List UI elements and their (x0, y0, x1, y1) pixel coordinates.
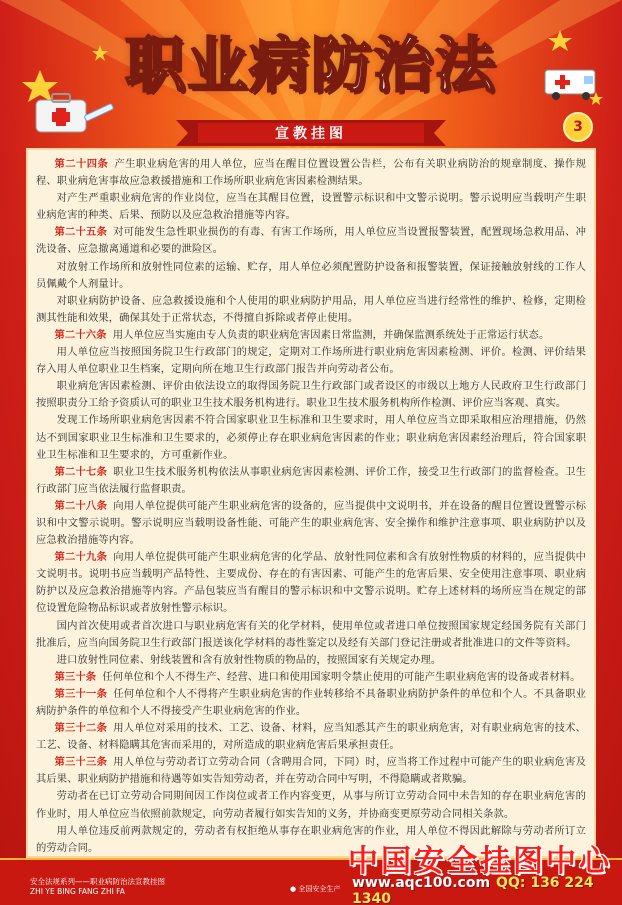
article-text: 产生职业病危害的用人单位，应当在醒目位置设置公告栏，公布有关职业病防治的规章制度、操作规程、职业病危害事故应急救援措施和工作场所职业病危害因素检测结果。 (36, 158, 586, 188)
article-text: 用人单位应当按照国务院卫生行政部门的规定，定期对工作场所进行职业病危害因素检测、评价。检测、评价结果存入用人单位职业卫生档案，定期向所在地卫生行政部门报告并向劳动者公布。 (36, 346, 586, 376)
article-text: 任何单位和个人不得将产生职业病危害的作业转移给不具备职业病防护条件的单位和个人。不具备职业病防护条件的单位和个人不得接受产生职业病危害的作业。 (36, 687, 587, 717)
title-text: 职业病防治法 (125, 31, 497, 101)
article-paragraph (36, 190, 586, 224)
article-paragraph (36, 754, 586, 788)
article-paragraph (36, 327, 586, 344)
article-paragraph (36, 686, 586, 720)
series-caption (30, 877, 165, 897)
article-paragraph (36, 464, 586, 498)
publisher-label: ● 全国安全生产 (290, 885, 341, 893)
article-paragraph (36, 720, 586, 754)
article-paragraph (36, 498, 586, 549)
series-line-1: 安全法规系列——职业病防治法宣教挂图 (30, 877, 165, 886)
article-panel (26, 148, 596, 858)
article-paragraph (36, 224, 586, 258)
syringe-icon (84, 103, 114, 121)
article-text: 进口放射性同位素、射线装置和含有放射性物质的物品的，按照国家有关规定办理。 (56, 653, 442, 666)
article-label: 第三十条 (54, 670, 97, 683)
publisher-text: 全国安全生产 (298, 885, 341, 893)
article-paragraph (36, 669, 586, 686)
article-text: 职业病危害因素检测、评价由依法设立的取得国务院卫生行政部门或者设区的市级以上地方人民政府卫生行政部门按照职责分工给予资质认可的职业卫生技术服务机构进行。职业卫生技术服务机构所作检测、评价应当客观、真实。 (36, 380, 586, 410)
article-text: 对职业病防护设备、应急救援设施和个人使用的职业病防护用品，用人单位应当进行经常性的维护、检修，定期检测其性能和效果，确保其处于正常状态，不得擅自拆除或者停止使用。 (36, 294, 586, 324)
article-label: 第二十九条 (54, 551, 108, 564)
article-text: 用人单位与劳动者订立劳动合同（含聘用合同，下同）时，应当将工作过程中可能产生的职业病危害及其后果、职业病防护措施和待遇等如实告知劳动者，并在劳动合同中写明，不得隐瞒或者欺骗。 (36, 756, 587, 786)
article-label: 第三十一条 (54, 687, 108, 700)
article-paragraph (36, 259, 586, 293)
article-label: 第三十三条 (54, 756, 108, 769)
article-text: 劳动者在已订立劳动合同期间因工作岗位或者工作内容变更，从事与所订立劳动合同中未告知的存在职业病危害的作业时，用人单位应当依照前款规定，向劳动者履行如实告知的义务，并协商变更原劳动合同相关条款。 (36, 790, 586, 820)
article-label: 第二十四条 (54, 158, 109, 170)
contact-line (352, 875, 622, 905)
article-paragraph (36, 378, 586, 412)
sheet-number-badge: 3 (563, 112, 593, 142)
article-text: 国内首次使用或者首次进口与职业病危害有关的化学材料，使用单位或者进口单位按照国家规定经国务院有关部门批准后，应当向国务院卫生行政部门报送该化学材料的毒性鉴定以及经有关部门登记注册或者批准进口的文件等资料。 (36, 619, 586, 649)
article-paragraph (36, 156, 586, 190)
article-label: 第三十二条 (54, 722, 108, 735)
series-line-2: ZHI YE BING FANG ZHI FA (30, 887, 125, 896)
article-text: 职业卫生技术服务机构依法从事职业病危害因素检测、评价工作，接受卫生行政部门的监督检查。卫生行政部门应当依法履行监督职责。 (36, 465, 587, 495)
article-label: 第二十七条 (54, 465, 108, 478)
article-text: 用人单位违反前两款规定的，劳动者有权拒绝从事存在职业病危害的作业，用人单位不得因此解除与劳动者所订立的劳动合同。 (36, 824, 586, 854)
article-text: 对可能发生急性职业损伤的有毒、有害工作场所，用人单位应当设置报警装置，配置现场急救用品、冲洗设备、应急撤离通道和必要的泄险区。 (36, 226, 587, 256)
ribbon-label: 宣教挂图 (275, 126, 347, 142)
qq-number: QQ: 136 224 1340 (352, 875, 594, 905)
article-list (36, 156, 586, 858)
website-link[interactable]: www.aqc100.com (352, 875, 491, 891)
article-label: 第二十六条 (54, 328, 107, 341)
page-title (0, 18, 622, 104)
article-label: 第二十五条 (54, 226, 108, 239)
article-paragraph (36, 618, 586, 652)
article-text: 对产生严重职业病危害的作业岗位，应当在其醒目位置，设置警示标识和中文警示说明。警示说明应当载明产生职业病危害的种类、后果、预防以及应急救治措施等内容。 (36, 192, 586, 222)
article-text: 用人单位对采用的技术、工艺、设备、材料，应当知悉其产生的职业病危害，对有职业病危害的技术、工艺、设备、材料隐瞒其危害而采用的，对所造成的职业病危害后果承担责任。 (36, 722, 587, 752)
article-text: 发现工作场所职业病危害因素不符合国家职业卫生标准和卫生要求时，用人单位应当立即采取相应治理措施，仍然达不到国家职业卫生标准和卫生要求的，必须停止存在职业病危害因素的作业；职业病危害因素经治理后，符合国家职业卫生标准和卫生要求的，方可重新作业。 (36, 414, 586, 461)
article-label: 第二十八条 (54, 499, 108, 512)
article-paragraph (36, 549, 586, 617)
article-text: 向用人单位提供可能产生职业病危害的化学品、放射性同位素和含有放射性物质的材料的，应当提供中文说明书。说明书应当载明产品特性、主要成份、存在的有害因素、可能产生的危害后果、安全使用注意事项、职业病防护以及应急救治措施等内容。产品包装应当有醒目的警示标识和中文警示说明。贮存上述材料的场所应当在规定的部位设置危险物品标识或者放射性警示标识。 (36, 551, 587, 615)
article-paragraph (36, 412, 586, 463)
article-text: 对放射工作场所和放射性同位素的运输、贮存，用人单位必须配置防护设备和报警装置，保证接触放射线的工作人员佩戴个人剂量计。 (36, 260, 586, 290)
article-paragraph (36, 344, 586, 378)
article-text: 用人单位应当实施由专人负责的职业病危害因素日常监测，并确保监测系统处于正常运行状态。 (112, 328, 550, 341)
article-text: 任何单位和个人不得生产、经营、进口和使用国家明令禁止使用的可能产生职业病危害的设备或者材料。 (102, 670, 581, 683)
article-text: 向用人单位提供可能产生职业病危害的设备的，应当提供中文说明书，并在设备的醒目位置设置警示标识和中文警示说明。警示说明应当载明设备性能、可能产生的职业病危害、安全操作和维护注意事项、职业病防护以及应急救治措施等内容。 (36, 499, 587, 547)
article-paragraph (36, 788, 586, 822)
article-paragraph (36, 293, 586, 327)
brand-watermark: 中国安全挂图中心 (348, 844, 612, 879)
article-paragraph (36, 652, 586, 669)
